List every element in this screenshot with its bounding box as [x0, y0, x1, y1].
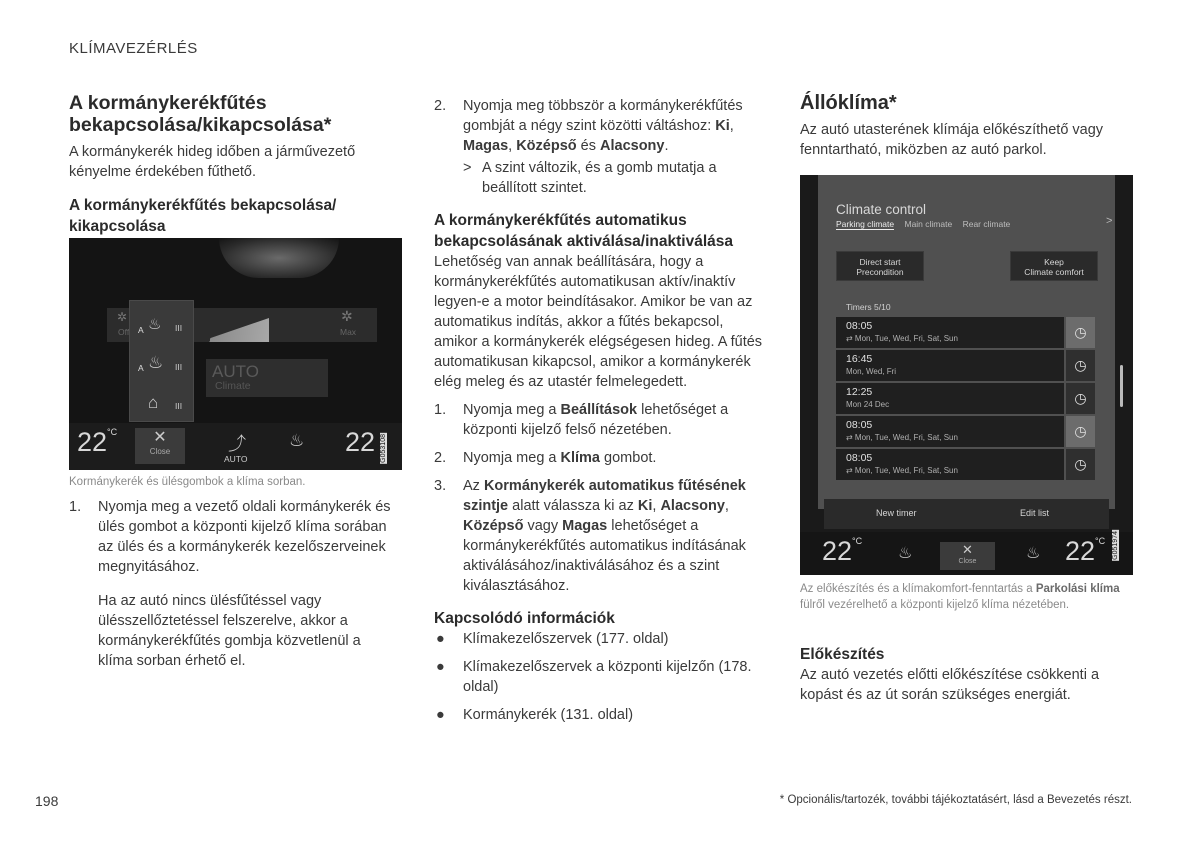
result-arrow: > — [463, 160, 472, 176]
related-heading: Kapcsolódó információk — [434, 610, 615, 627]
close-label: Close — [958, 558, 977, 565]
screen-glow — [219, 238, 339, 278]
option-alacsony: Alacsony — [600, 138, 665, 154]
step-text: lehetőséget a központi kijelző felső nézetében. — [463, 402, 729, 438]
separator: , — [724, 498, 729, 514]
timer-time: 08:05 — [846, 419, 873, 431]
close-button[interactable] — [940, 542, 995, 570]
auto-indicator: A — [138, 363, 144, 373]
timer-days: Mon 24 Dec — [846, 400, 890, 409]
photo-caption: Kormánykerék és ülésgombok a klíma sorban. — [69, 476, 306, 488]
step-number: 2. — [434, 450, 447, 466]
option-ki: Ki — [715, 118, 730, 134]
timer-days: ⇄ Mon, Tue, Wed, Fri, Sat, Sun — [846, 433, 958, 442]
off-label: Off — [118, 327, 130, 337]
level-bars: III — [175, 323, 183, 333]
direct-start-button[interactable] — [836, 251, 924, 281]
auto-small-label: AUTO — [224, 454, 248, 464]
seat-ventilation-icon[interactable]: ⌂ — [148, 393, 159, 412]
step-number: 2. — [434, 98, 447, 114]
timer-icon[interactable]: ◷ — [1066, 416, 1095, 447]
option-kozepso: Középső — [463, 518, 524, 534]
airflow-icon[interactable]: ⤴ — [228, 434, 246, 454]
edit-list-button[interactable]: Edit list — [1020, 508, 1050, 518]
step-text: Nyomja meg a — [463, 402, 561, 418]
max-label: Max — [340, 327, 357, 337]
precondition-paragraph: Az autó vezetés előtti előkészítése csökkenti a kopást és az út során szükséges energiát. — [800, 667, 1100, 703]
close-label: Close — [149, 447, 171, 456]
temp-left-value: 22 — [77, 427, 108, 457]
related-link: Kormánykerék (131. oldal) — [463, 707, 634, 723]
subheading-auto: A kormánykerékfűtés automatikus bekapcsolásának aktiválása/inaktiválása — [434, 212, 734, 250]
step-text: alatt válassza ki az — [508, 498, 638, 514]
temp-unit: °C — [107, 427, 118, 437]
image-code: G053108 — [380, 434, 387, 463]
option-magas: Magas — [463, 138, 509, 154]
caption-bold: Parkolási klíma — [1035, 583, 1120, 595]
close-icon: ✕ — [962, 542, 973, 557]
photo-caption — [800, 581, 1134, 613]
option-kozepso: Középső — [516, 138, 577, 154]
seat-heat-icon[interactable]: ♨ — [289, 431, 305, 450]
temp-right-value: 22 — [345, 427, 376, 457]
button-line: Precondition — [856, 267, 904, 277]
running-header: KLÍMAVEZÉRLÉS — [69, 40, 198, 57]
temp-right[interactable] — [1065, 536, 1105, 567]
step-text: Nyomja meg többször a kormánykerékfűtés gombját a négy szint közötti váltáshoz: — [463, 98, 743, 134]
timer-row[interactable] — [836, 416, 1064, 447]
tab-bar — [836, 219, 1018, 229]
timer-icon[interactable]: ◷ — [1066, 383, 1095, 414]
auto-paragraph: Lehetőség van annak beállítására, hogy a kormánykerékfűtés automatikusan aktív/inaktív legyen-e a motor beindításakor. Amikor be van az automatikus indítás, akkor a fűtés bekapcsol, amikor a kormánykerék elégségesen hideg. A fűtés automatikusan kikapcsol, amikor a kormánykerék elég meleg és az utastér felmelegedett. — [434, 254, 763, 390]
timer-time: 12:25 — [846, 386, 873, 398]
image-code: G051974 — [1112, 531, 1119, 560]
steering-wheel-heat-icon[interactable]: ♨ — [148, 316, 162, 333]
climate-control-screen-photo — [800, 175, 1133, 575]
fan-icon: ✲ — [341, 308, 353, 324]
related-item[interactable] — [434, 657, 766, 697]
setting-name: Kormánykerék automatikus fűtésének szintje — [463, 478, 746, 514]
page-number: 198 — [35, 793, 59, 809]
section-title-steering-heat: A kormánykerékfűtés bekapcsolása/kikapcsolása* — [69, 92, 332, 136]
option-ki: Ki — [637, 498, 653, 514]
step-text: Az — [463, 478, 484, 494]
button-line: Climate comfort — [1024, 267, 1084, 277]
timer-icon[interactable]: ◷ — [1066, 449, 1095, 480]
intro-paragraph: A kormánykerék hideg időben a járművezető kényelme érdekében fűthető. — [69, 144, 356, 180]
step-number: 1. — [434, 402, 447, 418]
column-left — [69, 92, 399, 237]
button-klima: Klíma — [560, 450, 601, 466]
temp-right-value: 22 — [1065, 536, 1096, 566]
timer-row[interactable] — [836, 383, 1064, 414]
fan-icon: ✲ — [117, 310, 128, 324]
column-right — [800, 92, 1134, 160]
result-text: A szint változik, és a gomb mutatja a beállított szintet. — [482, 160, 717, 196]
temp-left[interactable] — [822, 536, 862, 567]
temp-unit: °C — [1095, 536, 1106, 546]
timer-days: ⇄ Mon, Tue, Wed, Fri, Sat, Sun — [846, 466, 958, 475]
related-item[interactable] — [434, 705, 766, 725]
timer-days: ⇄ Mon, Tue, Wed, Fri, Sat, Sun — [846, 334, 958, 343]
timer-time: 08:05 — [846, 320, 873, 332]
tab-parking-climate[interactable]: Parking climate — [836, 219, 895, 229]
section-title-parking-climate: Állóklíma* — [800, 92, 897, 114]
timer-time: 08:05 — [846, 452, 873, 464]
timer-row[interactable] — [836, 317, 1064, 348]
close-button[interactable] — [135, 428, 185, 464]
auto-climate-button[interactable] — [206, 359, 328, 397]
step-2 — [434, 448, 766, 468]
option-alacsony: Alacsony — [660, 498, 725, 514]
temp-left-value: 22 — [822, 536, 853, 566]
timer-footer-bar — [824, 499, 1109, 529]
seat-wheel-panel — [129, 300, 194, 422]
period: . — [664, 138, 669, 154]
caption-text: fülről vezérelhető a központi kijelző klíma nézetében. — [800, 599, 1070, 611]
separator: , — [652, 498, 661, 514]
bullet-icon: ● — [436, 659, 445, 675]
center-display — [818, 175, 1115, 509]
timer-time: 16:45 — [846, 353, 873, 365]
keep-comfort-button[interactable] — [1010, 251, 1098, 281]
seat-heat-icon[interactable]: ♨ — [148, 353, 164, 372]
climate-bar-photo — [69, 238, 402, 470]
close-icon: ✕ — [153, 429, 167, 446]
auto-indicator: A — [138, 325, 144, 335]
subheading-on-off: A kormánykerékfűtés bekapcsolása/ kikapcsolása — [69, 197, 337, 235]
temp-left[interactable] — [77, 427, 117, 458]
column-middle — [434, 96, 766, 725]
related-item[interactable] — [434, 629, 766, 649]
step-3 — [434, 476, 766, 596]
timer-icon[interactable]: ◷ — [1066, 317, 1095, 348]
chevron-right-icon[interactable]: > — [1106, 215, 1113, 227]
option-magas: Magas — [562, 518, 608, 534]
button-line: Direct start — [859, 257, 901, 267]
temp-right[interactable] — [345, 427, 375, 458]
button-line: Keep — [1044, 257, 1064, 267]
step-result — [434, 158, 766, 198]
timers-count: Timers 5/10 — [846, 302, 891, 312]
new-timer-button[interactable]: New timer — [876, 508, 917, 518]
temp-unit: °C — [852, 536, 863, 546]
timer-row[interactable] — [836, 350, 1064, 381]
bullet-icon: ● — [436, 631, 445, 647]
climate-label: Climate — [215, 380, 251, 392]
tab-main-climate[interactable]: Main climate — [904, 219, 953, 229]
separator: , — [508, 138, 517, 154]
level-bars: III — [175, 401, 183, 411]
related-link: Klímakezelőszervek (177. oldal) — [463, 631, 669, 647]
subheading-precondition: Előkészítés — [800, 646, 885, 663]
seat-heat-icon[interactable]: ♨ — [898, 545, 913, 562]
timer-icon[interactable]: ◷ — [1066, 350, 1095, 381]
timer-row[interactable] — [836, 449, 1064, 480]
step-1 — [434, 400, 766, 440]
related-link: Klímakezelőszervek a központi kijelzőn (178. oldal) — [463, 659, 752, 695]
separator: és — [576, 138, 600, 154]
step-number: 1. — [69, 499, 82, 515]
footnote: * Opcionális/tartozék, további tájékoztatásért, lásd a Bevezetés részt. — [779, 794, 1132, 806]
note-paragraph: Ha az autó nincs ülésfűtéssel vagy ülésszellőztetéssel felszerelve, akkor a kormánykerékfűtés gombja közvetlenül a klíma sorban érhető el. — [98, 593, 361, 669]
caption-text: Az előkészítés és a klímakomfort-fenntartás a — [800, 583, 1036, 595]
bullet-icon: ● — [436, 707, 445, 723]
step-number: 3. — [434, 478, 447, 494]
step-text: lehetőséget a kormánykerékfűtés automatikus indításának aktiválásához/inaktiválásához és a szint kiválasztásához. — [463, 518, 746, 594]
screen-title: Climate control — [836, 202, 927, 217]
separator: , — [729, 118, 734, 134]
tab-rear-climate[interactable]: Rear climate — [962, 219, 1011, 229]
step-2 — [434, 96, 766, 156]
auto-label: AUTO — [212, 362, 259, 381]
steps-left — [69, 497, 399, 671]
seat-heat-icon[interactable]: ♨ — [1026, 545, 1041, 562]
precondition-section — [800, 644, 1134, 705]
timer-days: Mon, Wed, Fri — [846, 367, 897, 376]
menu-beallitasok: Beállítások — [560, 402, 638, 418]
scrollbar[interactable] — [1120, 365, 1123, 407]
separator: vagy — [523, 518, 563, 534]
step-text: Nyomja meg a — [463, 450, 561, 466]
step-text: Nyomja meg a vezető oldali kormánykerék és ülés gombot a központi kijelző klíma sorában az ülés és a kormánykerék kezelőszerveinek megnyitásához. — [98, 499, 391, 575]
intro-paragraph: Az autó utasterének klímája előkészíthető vagy fenntartható, miközben az autó parkol. — [800, 122, 1104, 158]
step-text: gombot. — [600, 450, 657, 466]
level-bars: III — [175, 362, 183, 372]
step-1 — [69, 497, 399, 577]
